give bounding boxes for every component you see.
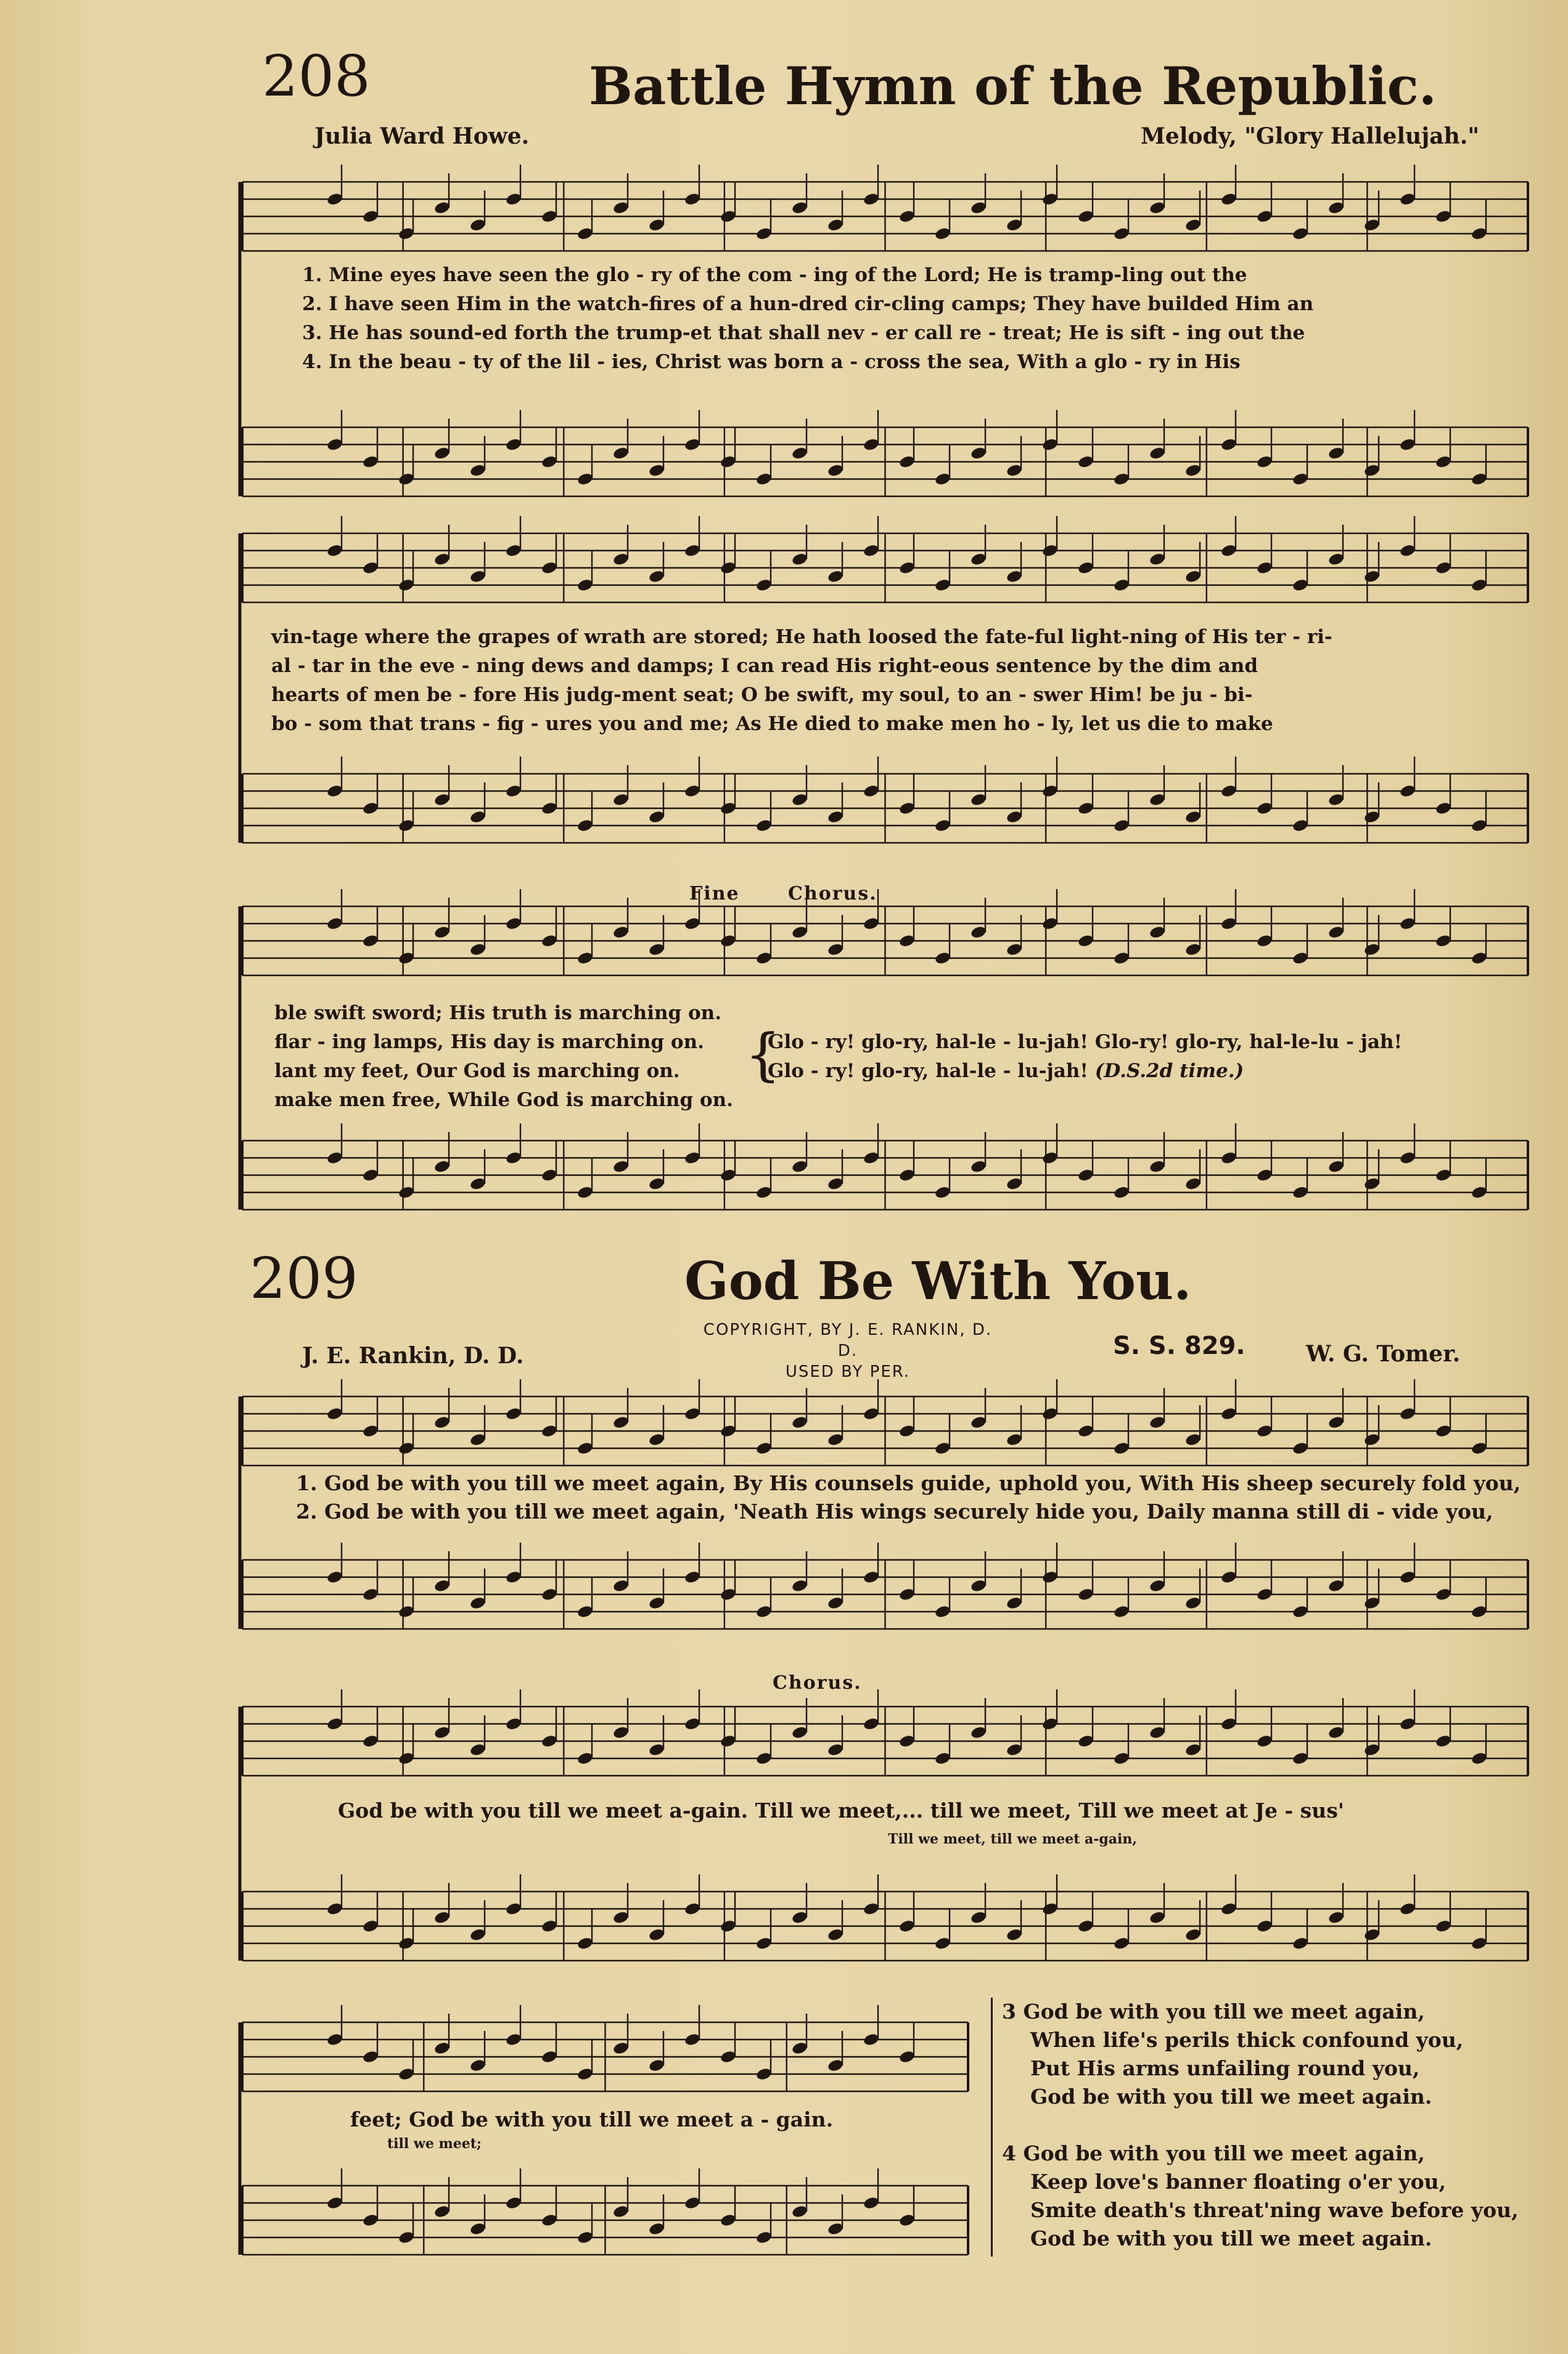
- lyric-208-r1-v4: 4. In the beau - ty of the lil - ies, Christ was born a - cross the sea, With a glo - ry in His: [302, 351, 1241, 373]
- hymn-number-209: 209: [250, 1245, 358, 1311]
- lyric-208-r2-v3: hearts of men be - fore His judg-ment seat; O be swift, my soul, to an - swer Him! be ju - bi-: [271, 684, 1253, 706]
- chorus-line-1: Glo - ry! glo-ry, hal-le - lu-jah! Glo-ry! glo-ry, hal-le-lu - jah!: [768, 1031, 1403, 1053]
- verse-4-line-3: Smite death's threat'ning wave before you,: [1030, 2198, 1519, 2222]
- lyric-208-r3-v1: ble swift sword; His truth is marching on.: [274, 1002, 721, 1024]
- lyric-209-r1-v2: 2. God be with you till we meet again, 'Neath His wings securely hide you, Daily manna still di - vide you,: [296, 1499, 1493, 1524]
- lyric-208-r3-v2: flar - ing lamps, His day is marching on.: [274, 1031, 704, 1053]
- hymn-author-209: J. E. Rankin, D. D.: [302, 1343, 524, 1369]
- hymn-composer-209: W. G. Tomer.: [1306, 1341, 1461, 1367]
- lyric-208-r3-v4: make men free, While God is marching on.: [274, 1089, 733, 1111]
- lyric-208-r1-v2: 2. I have seen Him in the watch-fires of a hun-dred cir-cling camps; They have builded Him an: [302, 293, 1314, 315]
- chorus-mark-209: Chorus.: [773, 1672, 862, 1694]
- hymn-author-208: Julia Ward Howe.: [314, 123, 530, 149]
- verse-4-line-2: Keep love's banner floating o'er you,: [1030, 2170, 1447, 2194]
- hymn-title-209: God Be With You.: [684, 1250, 1192, 1311]
- lyric-208-r2-v2: al - tar in the eve - ning dews and damps; I can read His right-eous sentence by the dim and: [271, 655, 1258, 677]
- ds-mark: (D.S.2d time.): [1094, 1060, 1244, 1082]
- chorus-mark-208: Chorus.: [788, 883, 877, 904]
- verse-4-line-4: God be with you till we meet again.: [1030, 2226, 1432, 2250]
- fine-mark: Fine: [689, 883, 740, 904]
- verse-3-line-1: 3 God be with you till we meet again,: [1002, 1999, 1425, 2024]
- lyric-209-row2: God be with you till we meet a-gain. Till we meet,... till we meet, Till we meet at Je - sus': [338, 1798, 1344, 1823]
- lyric-209-row3: feet; God be with you till we meet a - gain.: [350, 2107, 834, 2131]
- lyric-208-r1-v3: 3. He has sound-ed forth the trump-et that shall nev - er call re - treat; He is sift - ing out the: [302, 322, 1305, 344]
- lyric-209-r1-v1: 1. God be with you till we meet again, By His counsels guide, uphold you, With His sheep securely fold you,: [296, 1471, 1521, 1495]
- chorus-line-2: Glo - ry! glo-ry, hal-le - lu-jah!: [768, 1060, 1088, 1082]
- verse-3-line-3: Put His arms unfailing round you,: [1030, 2056, 1420, 2080]
- lyric-208-r2-v4: bo - som that trans - fig - ures you and me; As He died to make men ho - ly, let us die to make: [271, 713, 1273, 735]
- lyric-209-row2-bass: Till we meet, till we meet a-gain,: [888, 1831, 1138, 1847]
- verse-3-line-4: God be with you till we meet again.: [1030, 2085, 1432, 2109]
- hymn-title-208: Battle Hymn of the Republic.: [589, 55, 1437, 117]
- hymn-melody-208: Melody, "Glory Hallelujah.": [1141, 123, 1480, 149]
- brace: {: [745, 1022, 781, 1088]
- copyright-line-1: COPYRIGHT, BY J. E. RANKIN, D. D.: [703, 1321, 993, 1360]
- lyric-209-row3-bass: till we meet;: [387, 2136, 482, 2152]
- hymn-number-208: 208: [262, 43, 371, 109]
- lyric-208-r3-v3: lant my feet, Our God is marching on.: [274, 1060, 680, 1082]
- lyric-208-r2-v1: vin-tage where the grapes of wrath are stored; He hath loosed the fate-ful light-ning of His ter - ri-: [271, 626, 1332, 648]
- verse-3-line-2: When life's perils thick confound you,: [1030, 2028, 1464, 2052]
- lyric-208-r1-v1: 1. Mine eyes have seen the glo - ry of the com - ing of the Lord; He is tramp-ling out the: [302, 264, 1247, 286]
- ss-number: S. S. 829.: [1113, 1332, 1246, 1360]
- verse-4-line-1: 4 God be with you till we meet again,: [1002, 2141, 1425, 2165]
- copyright-line-2: USED BY PER.: [785, 1363, 911, 1381]
